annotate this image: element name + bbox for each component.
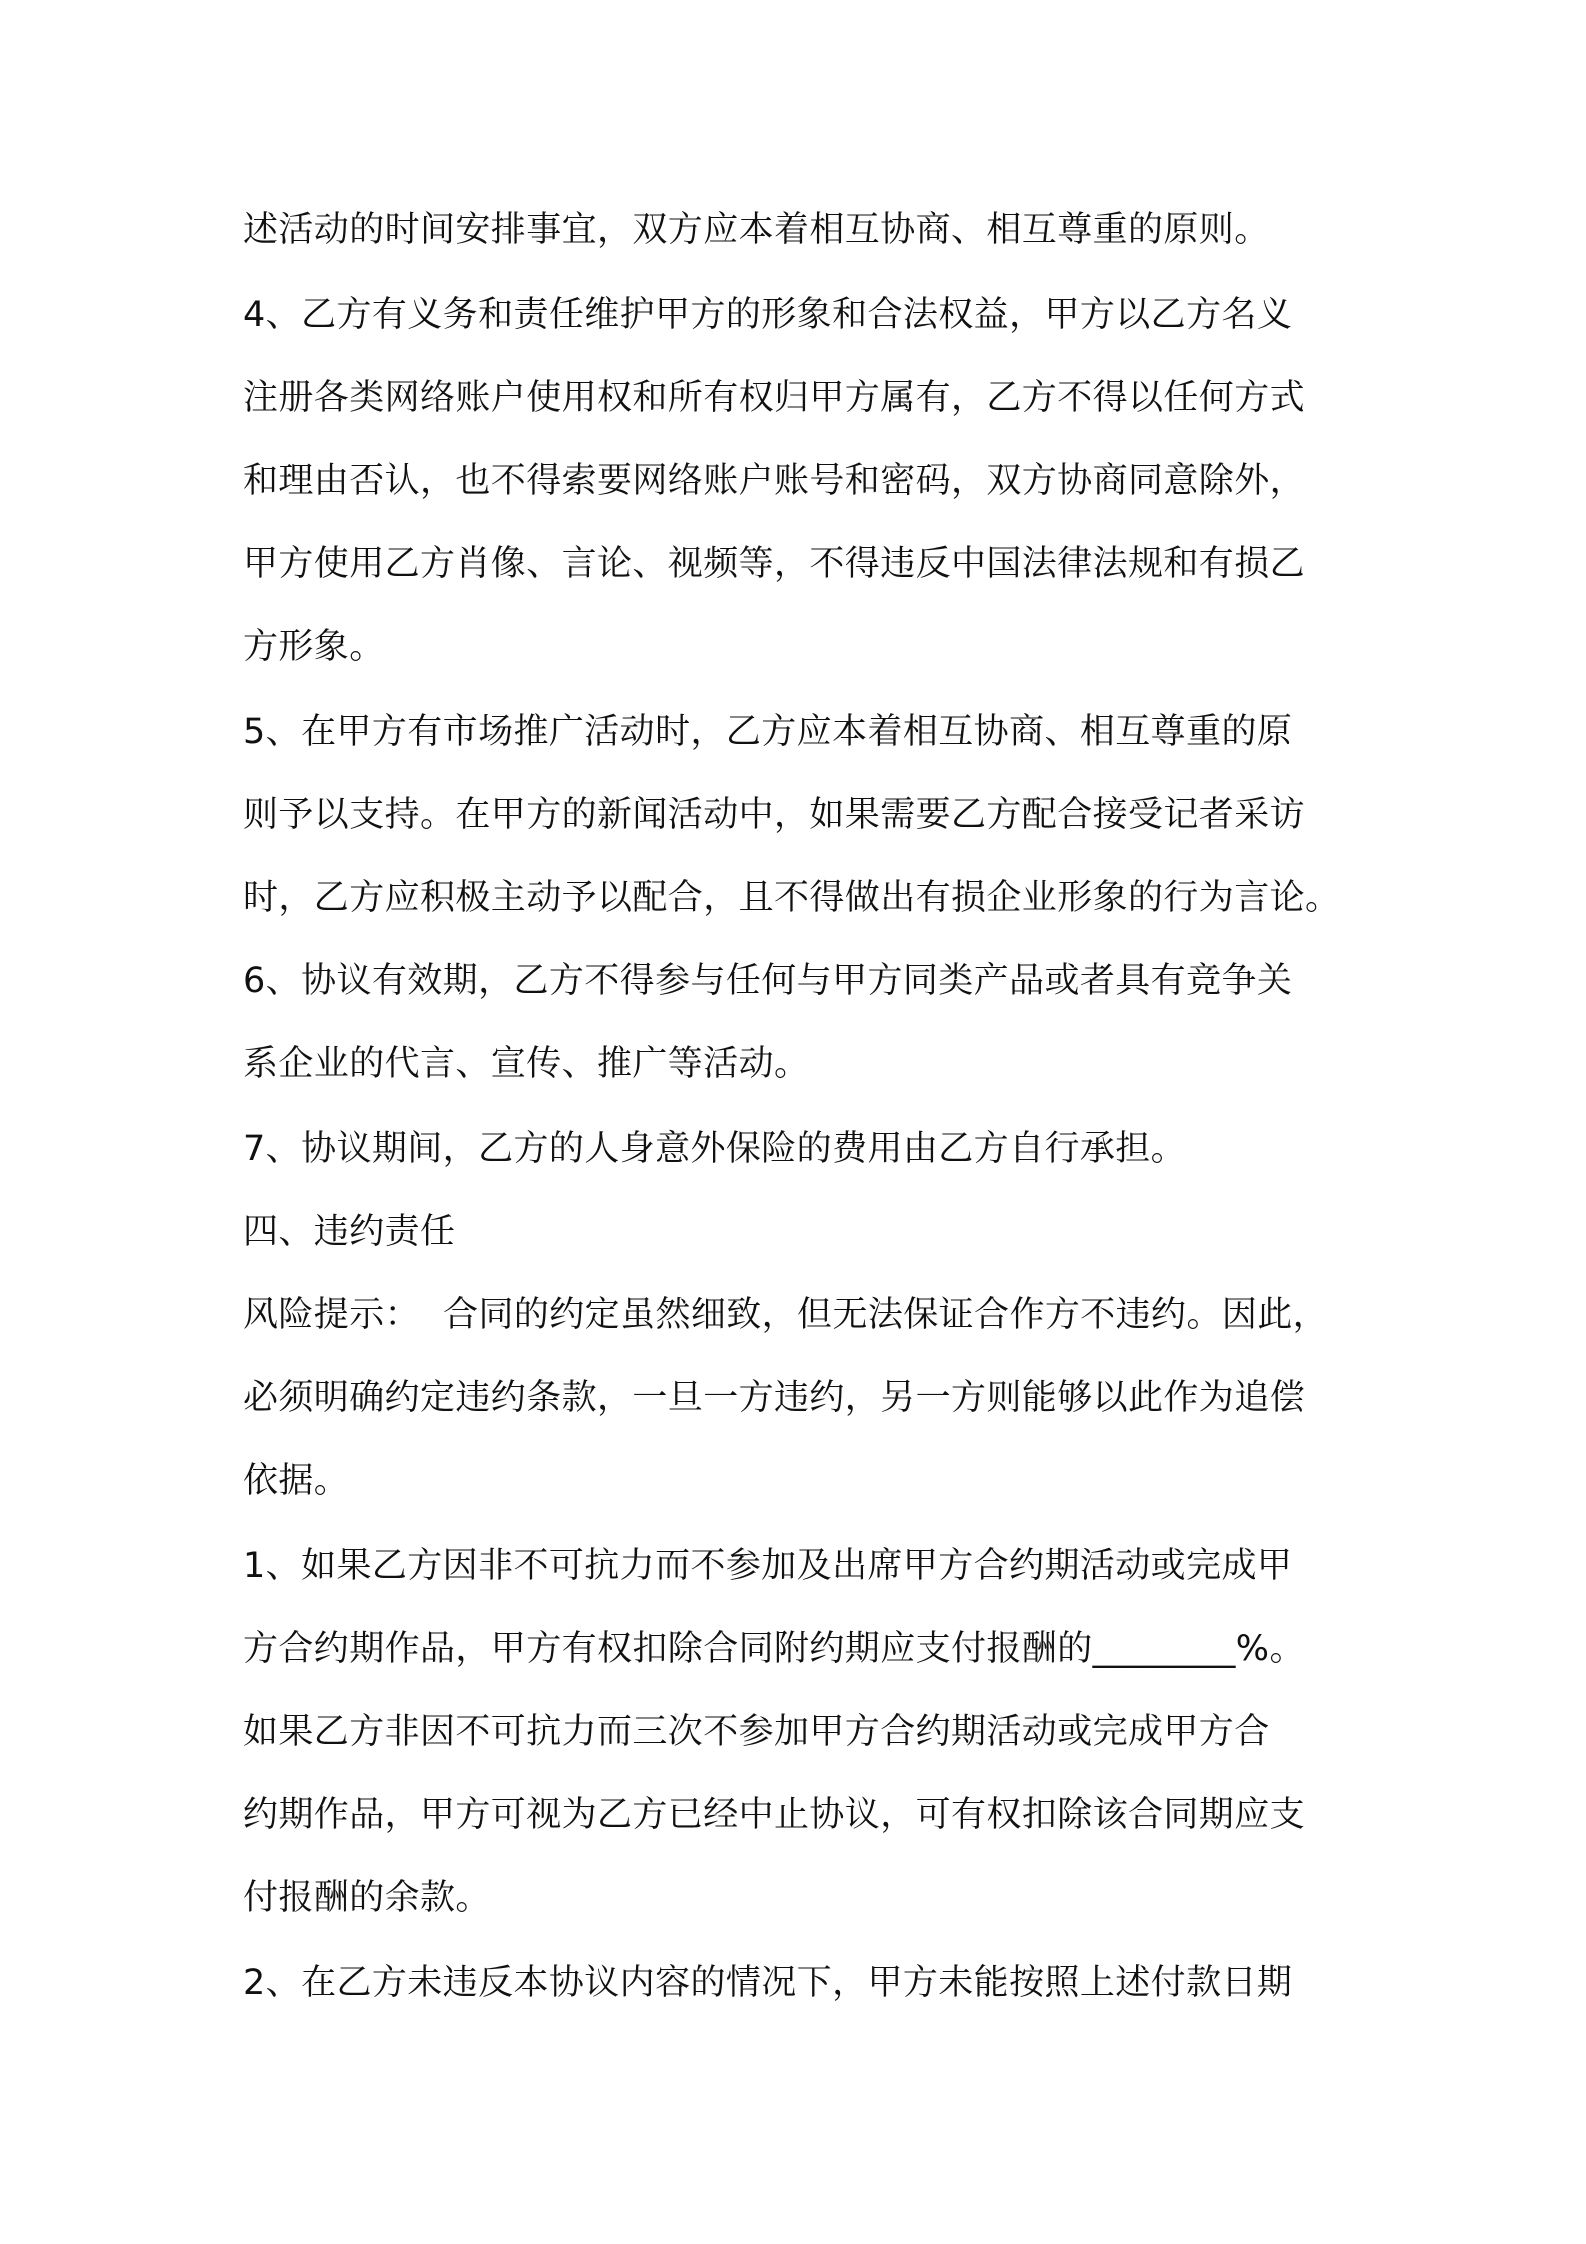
paragraph-line: 5、在甲方有市场推广活动时，乙方应本着相互协商、相互尊重的原 [243, 712, 1293, 752]
paragraph-line: 和理由否认，也不得索要网络账户账号和密码，双方协商同意除外， [243, 461, 1306, 501]
paragraph-line: 甲方使用乙方肖像、言论、视频等，不得违反中国法律法规和有损乙 [243, 544, 1306, 584]
paragraph-line: 注册各类网络账户使用权和所有权归甲方属有，乙方不得以任何方式 [243, 378, 1306, 418]
paragraph-line: 时，乙方应积极主动予以配合，且不得做出有损企业形象的行为言论。 [243, 878, 1341, 918]
paragraph-line: 系企业的代言、宣传、推广等活动。 [243, 1044, 810, 1084]
paragraph-line: 如果乙方非因不可抗力而三次不参加甲方合约期活动或完成甲方合 [243, 1712, 1270, 1752]
section-heading: 四、违约责任 [243, 1212, 456, 1252]
risk-note-line: 依据。 [243, 1461, 350, 1501]
paragraph-line: 方合约期作品，甲方有权扣除合同附约期应支付报酬的________%。 [243, 1629, 1305, 1669]
paragraph-line: 2、在乙方未违反本协议内容的情况下，甲方未能按照上述付款日期 [243, 1963, 1293, 2003]
paragraph-line: 则予以支持。在甲方的新闻活动中，如果需要乙方配合接受记者采访 [243, 795, 1306, 835]
paragraph-line: 述活动的时间安排事宜，双方应本着相互协商、相互尊重的原则。 [243, 210, 1270, 250]
paragraph-line: 1、如果乙方因非不可抗力而不参加及出席甲方合约期活动或完成甲 [243, 1546, 1293, 1586]
paragraph-line: 4、乙方有义务和责任维护甲方的形象和合法权益，甲方以乙方名义 [243, 295, 1293, 335]
paragraph-line: 方形象。 [243, 627, 385, 667]
risk-note-line: 风险提示： 合同的约定虽然细致，但无法保证合作方不违约。因此， [243, 1295, 1329, 1335]
paragraph-line: 付报酬的余款。 [243, 1878, 491, 1918]
risk-note-line: 必须明确约定违约条款，一旦一方违约，另一方则能够以此作为追偿 [243, 1378, 1306, 1418]
paragraph-line: 7、协议期间，乙方的人身意外保险的费用由乙方自行承担。 [243, 1129, 1187, 1169]
paragraph-line: 约期作品，甲方可视为乙方已经中止协议，可有权扣除该合同期应支 [243, 1795, 1306, 1835]
paragraph-line: 6、协议有效期，乙方不得参与任何与甲方同类产品或者具有竞争关 [243, 961, 1293, 1001]
